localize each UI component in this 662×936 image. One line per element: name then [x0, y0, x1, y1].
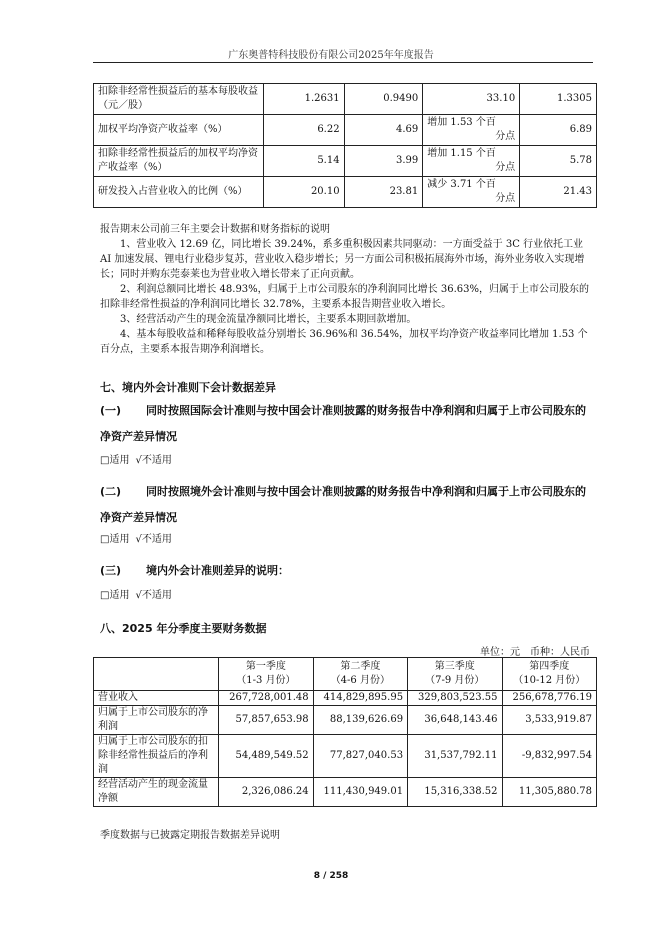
quarter-months: （1-3 月份） — [236, 675, 296, 686]
cell-q3: 15,316,338.52 — [408, 778, 502, 807]
table-row — [94, 84, 597, 115]
subsection-number: (一) — [100, 404, 122, 417]
cell-q1: 54,489,549.52 — [219, 735, 313, 778]
option-not-apply: √不适用 — [135, 534, 172, 545]
subsection-number: (二) — [100, 485, 122, 498]
cell-q4: 11,305,880.78 — [502, 778, 597, 807]
cell-earlier: 1.3305 — [520, 84, 597, 115]
applicability-3 — [100, 586, 178, 601]
header-q1 — [219, 658, 313, 691]
option-apply: □适用 — [100, 534, 130, 545]
cell-current: 20.10 — [264, 177, 345, 208]
cell-current: 6.22 — [264, 115, 345, 146]
table-row — [94, 778, 597, 807]
row-label: 经营活动产生的现金流量净额 — [94, 778, 219, 807]
applicability-1 — [100, 451, 178, 466]
quarter-label: 第二季度 — [340, 661, 381, 672]
note-item: 1、营业收入 12.69 亿，同比增长 39.24%，系多重积极因素共同驱动：一方面受益于 3C 行业依托工业 AI 加速发展、锂电行业稳步复苏，营业收入稳步增长；另一方面公司积极拓展海外市场，海外业务收入实现增长；同时并购东莞泰莱也为营业收入增长带来了正向贡献。 — [100, 239, 585, 280]
subsection-1 — [100, 398, 592, 450]
quarterly-footnote: 季度数据与已披露定期报告数据差异说明 — [100, 830, 280, 841]
header-q2 — [313, 658, 407, 691]
option-not-apply: √不适用 — [135, 590, 172, 601]
quarter-label: 第三季度 — [434, 661, 475, 672]
note-item: 2、利润总额同比增长 48.93%，归属于上市公司股东的净利润同比增长 36.63%，归属于上市公司股东的扣除非经常性损益的净利润同比增长 32.78%，主要系本报告期营业收入增长。 — [100, 284, 589, 310]
header-q4 — [502, 658, 597, 691]
row-label: 归属于上市公司股东的扣除非经常性损益后的净利润 — [94, 735, 219, 778]
option-apply: □适用 — [100, 455, 130, 466]
quarter-months: （10-12 月份） — [513, 675, 586, 686]
change-unit: 分点 — [495, 131, 516, 142]
cell-change — [423, 146, 520, 177]
section-8-title: 八、2025 年分季度主要财务数据 — [100, 622, 267, 635]
change-unit: 分点 — [495, 162, 516, 173]
option-apply: □适用 — [100, 590, 130, 601]
cell-prior: 23.81 — [344, 177, 423, 208]
cell-earlier: 5.78 — [520, 146, 597, 177]
subsection-text: 境内外会计准则差异的说明： — [146, 564, 289, 577]
quarter-label: 第四季度 — [529, 661, 570, 672]
page-number: 8 / 258 — [313, 871, 349, 881]
cell-q2: 77,827,040.53 — [313, 735, 407, 778]
cell-q4: 3,533,919.87 — [502, 706, 597, 735]
section-7-title: 七、境内外会计准则下会计数据差异 — [100, 381, 276, 394]
notes-intro: 报告期末公司前三年主要会计数据和财务指标的说明 — [100, 224, 330, 235]
quarter-months: （4-6 月份） — [330, 675, 390, 686]
cell-earlier: 21.43 — [520, 177, 597, 208]
cell-change — [423, 115, 520, 146]
row-label: 归属于上市公司股东的净利润 — [94, 706, 219, 735]
cell-q3: 36,648,143.46 — [408, 706, 502, 735]
change-text: 减少 3.71 个百 — [427, 179, 496, 190]
row-label: 加权平均净资产收益率（%） — [94, 115, 264, 146]
header-divider — [93, 62, 593, 63]
cell-change — [423, 84, 520, 115]
note-item: 4、基本每股收益和稀释每股收益分别增长 36.96%和 36.54%，加权平均净资产收益率同比增加 1.53 个百分点，主要系本报告期净利润增长。 — [100, 329, 588, 355]
table-row — [94, 115, 597, 146]
table-row — [94, 146, 597, 177]
cell-q1: 2,326,086.24 — [219, 778, 313, 807]
row-label: 扣除非经常性损益后的加权平均净资产收益率（%） — [94, 146, 264, 177]
header-q3 — [408, 658, 502, 691]
row-label: 研发投入占营业收入的比例（%） — [94, 177, 264, 208]
cell-change — [423, 177, 520, 208]
row-label: 扣除非经常性损益后的基本每股收益（元／股） — [94, 84, 264, 115]
table-row — [94, 706, 597, 735]
cell-current: 5.14 — [264, 146, 345, 177]
cell-prior: 3.99 — [344, 146, 423, 177]
cell-q2: 88,139,626.69 — [313, 706, 407, 735]
cell-q2: 111,430,949.01 — [313, 778, 407, 807]
quarterly-data-table — [93, 657, 597, 807]
cell-q3: 329,803,523.55 — [408, 691, 502, 706]
table-row — [94, 691, 597, 706]
subsection-2 — [100, 479, 592, 531]
cell-prior: 4.69 — [344, 115, 423, 146]
change-text: 增加 1.15 个百 — [427, 148, 496, 159]
table-row — [94, 735, 597, 778]
table-header-row — [94, 658, 597, 691]
change-unit: 分点 — [495, 193, 516, 204]
cell-q4: 256,678,776.19 — [502, 691, 597, 706]
row-label: 营业收入 — [94, 691, 219, 706]
quarter-months: （7-9 月份） — [425, 675, 485, 686]
subsection-number: (三) — [100, 564, 122, 577]
cell-q1: 267,728,001.48 — [219, 691, 313, 706]
subsection-text: 同时按照国际会计准则与按中国会计准则披露的财务报告中净利润和归属于上市公司股东的净资产差异情况 — [100, 404, 586, 443]
cell-earlier: 6.89 — [520, 115, 597, 146]
cell-q4: -9,832,997.54 — [502, 735, 597, 778]
cell-current: 1.2631 — [264, 84, 345, 115]
cell-q2: 414,829,895.95 — [313, 691, 407, 706]
note-item: 3、经营活动产生的现金流量净额同比增长，主要系本期回款增加。 — [120, 314, 417, 325]
option-not-apply: √不适用 — [135, 455, 172, 466]
key-indicators-table — [93, 83, 597, 208]
quarter-label: 第一季度 — [245, 661, 286, 672]
subsection-text: 同时按照境外会计准则与按中国会计准则披露的财务报告中净利润和归属于上市公司股东的净资产差异情况 — [100, 485, 586, 524]
applicability-2 — [100, 530, 178, 545]
report-header: 广东奥普特科技股份有限公司2025年年度报告 — [228, 50, 434, 61]
cell-q3: 31,537,792.11 — [408, 735, 502, 778]
header-blank — [94, 658, 219, 691]
indicator-notes — [100, 222, 592, 357]
unit-label: 单位：元 币种：人民币 — [480, 647, 590, 658]
change-text: 33.10 — [486, 93, 516, 104]
subsection-3 — [100, 558, 592, 584]
cell-q1: 57,857,653.98 — [219, 706, 313, 735]
change-text: 增加 1.53 个百 — [427, 117, 496, 128]
cell-prior: 0.9490 — [344, 84, 423, 115]
table-row — [94, 177, 597, 208]
